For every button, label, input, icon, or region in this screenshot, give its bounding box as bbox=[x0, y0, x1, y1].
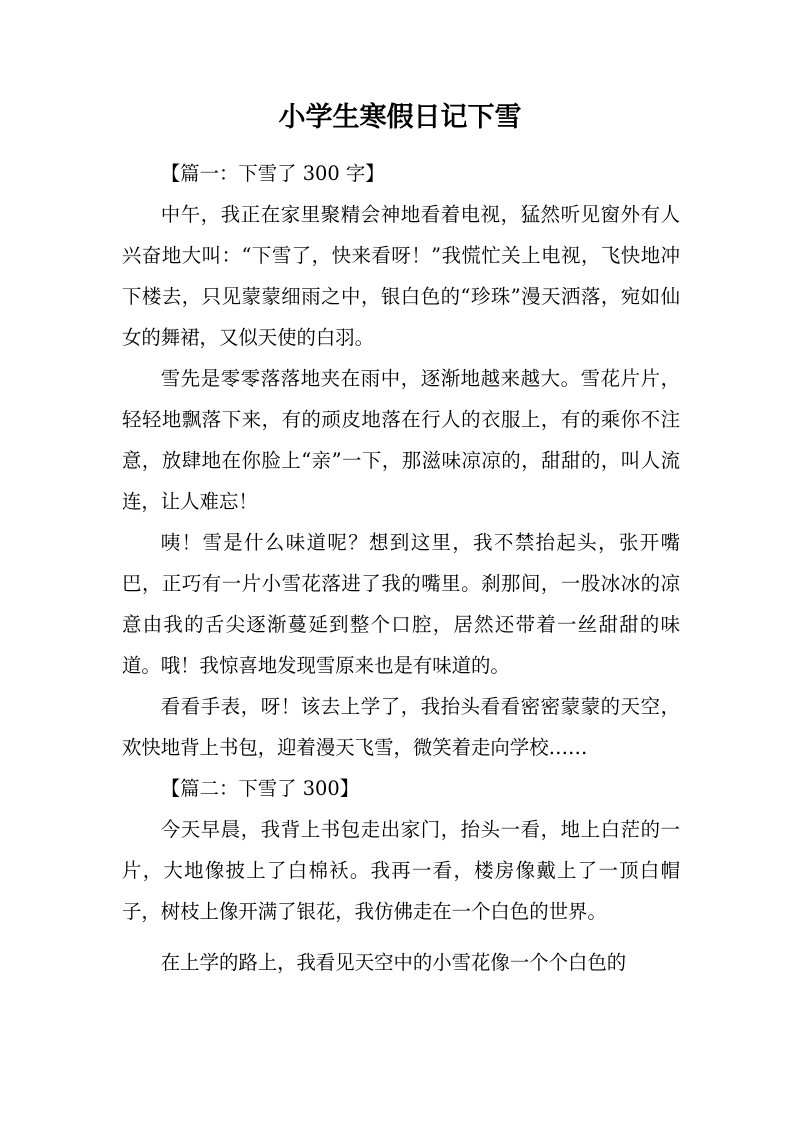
paragraph: 今天早晨，我背上书包走出家门，抬头一看，地上白茫的一片，大地像披上了白棉袄。我再一看，楼房像戴上了一顶白帽子，树枝上像开满了银花，我仿佛走在一个白色的世界。 bbox=[122, 818, 680, 923]
paragraph: 中午，我正在家里聚精会神地看着电视，猛然听见窗外有人兴奋地大叫：“下雪了，快来看呀！”我慌忙关上电视，飞快地冲下楼去，只见蒙蒙细雨之中，银白色的“珍珠”漫天洒落，宛如仙女的舞裙，又似天使的白羽。 bbox=[122, 203, 680, 349]
section-heading-1: 【篇一：下雪了 300 字】 bbox=[160, 162, 385, 185]
document-body bbox=[122, 153, 680, 983]
paragraph: 看看手表，呀！该去上学了，我抬头看看密密蒙蒙的天空，欢快地背上书包，迎着漫天飞雪，微笑着走向学校…… bbox=[122, 695, 680, 759]
paragraph: 在上学的路上，我看见天空中的小雪花像一个个白色的 bbox=[160, 951, 627, 974]
paragraph: 咦！雪是什么味道呢？想到这里，我不禁抬起头，张开嘴巴，正巧有一片小雪花落进了我的嘴里。刹那间，一股冰冰的凉意由我的舌尖逐渐蔓延到整个口腔，居然还带着一丝甜甜的味道。哦！我惊喜地发现雪原来也是有味道的。 bbox=[122, 531, 680, 677]
paragraph: 雪先是零零落落地夹在雨中，逐渐地越来越大。雪花片片，轻轻地飘落下来，有的顽皮地落在行人的衣服上，有的乘你不注意，放肆地在你脸上“亲”一下，那滋味凉凉的，甜甜的，叫人流连，让人难忘！ bbox=[122, 367, 680, 513]
page-title: 小学生寒假日记下雪 bbox=[278, 102, 522, 133]
section-heading-2: 【篇二：下雪了 300】 bbox=[160, 777, 360, 800]
